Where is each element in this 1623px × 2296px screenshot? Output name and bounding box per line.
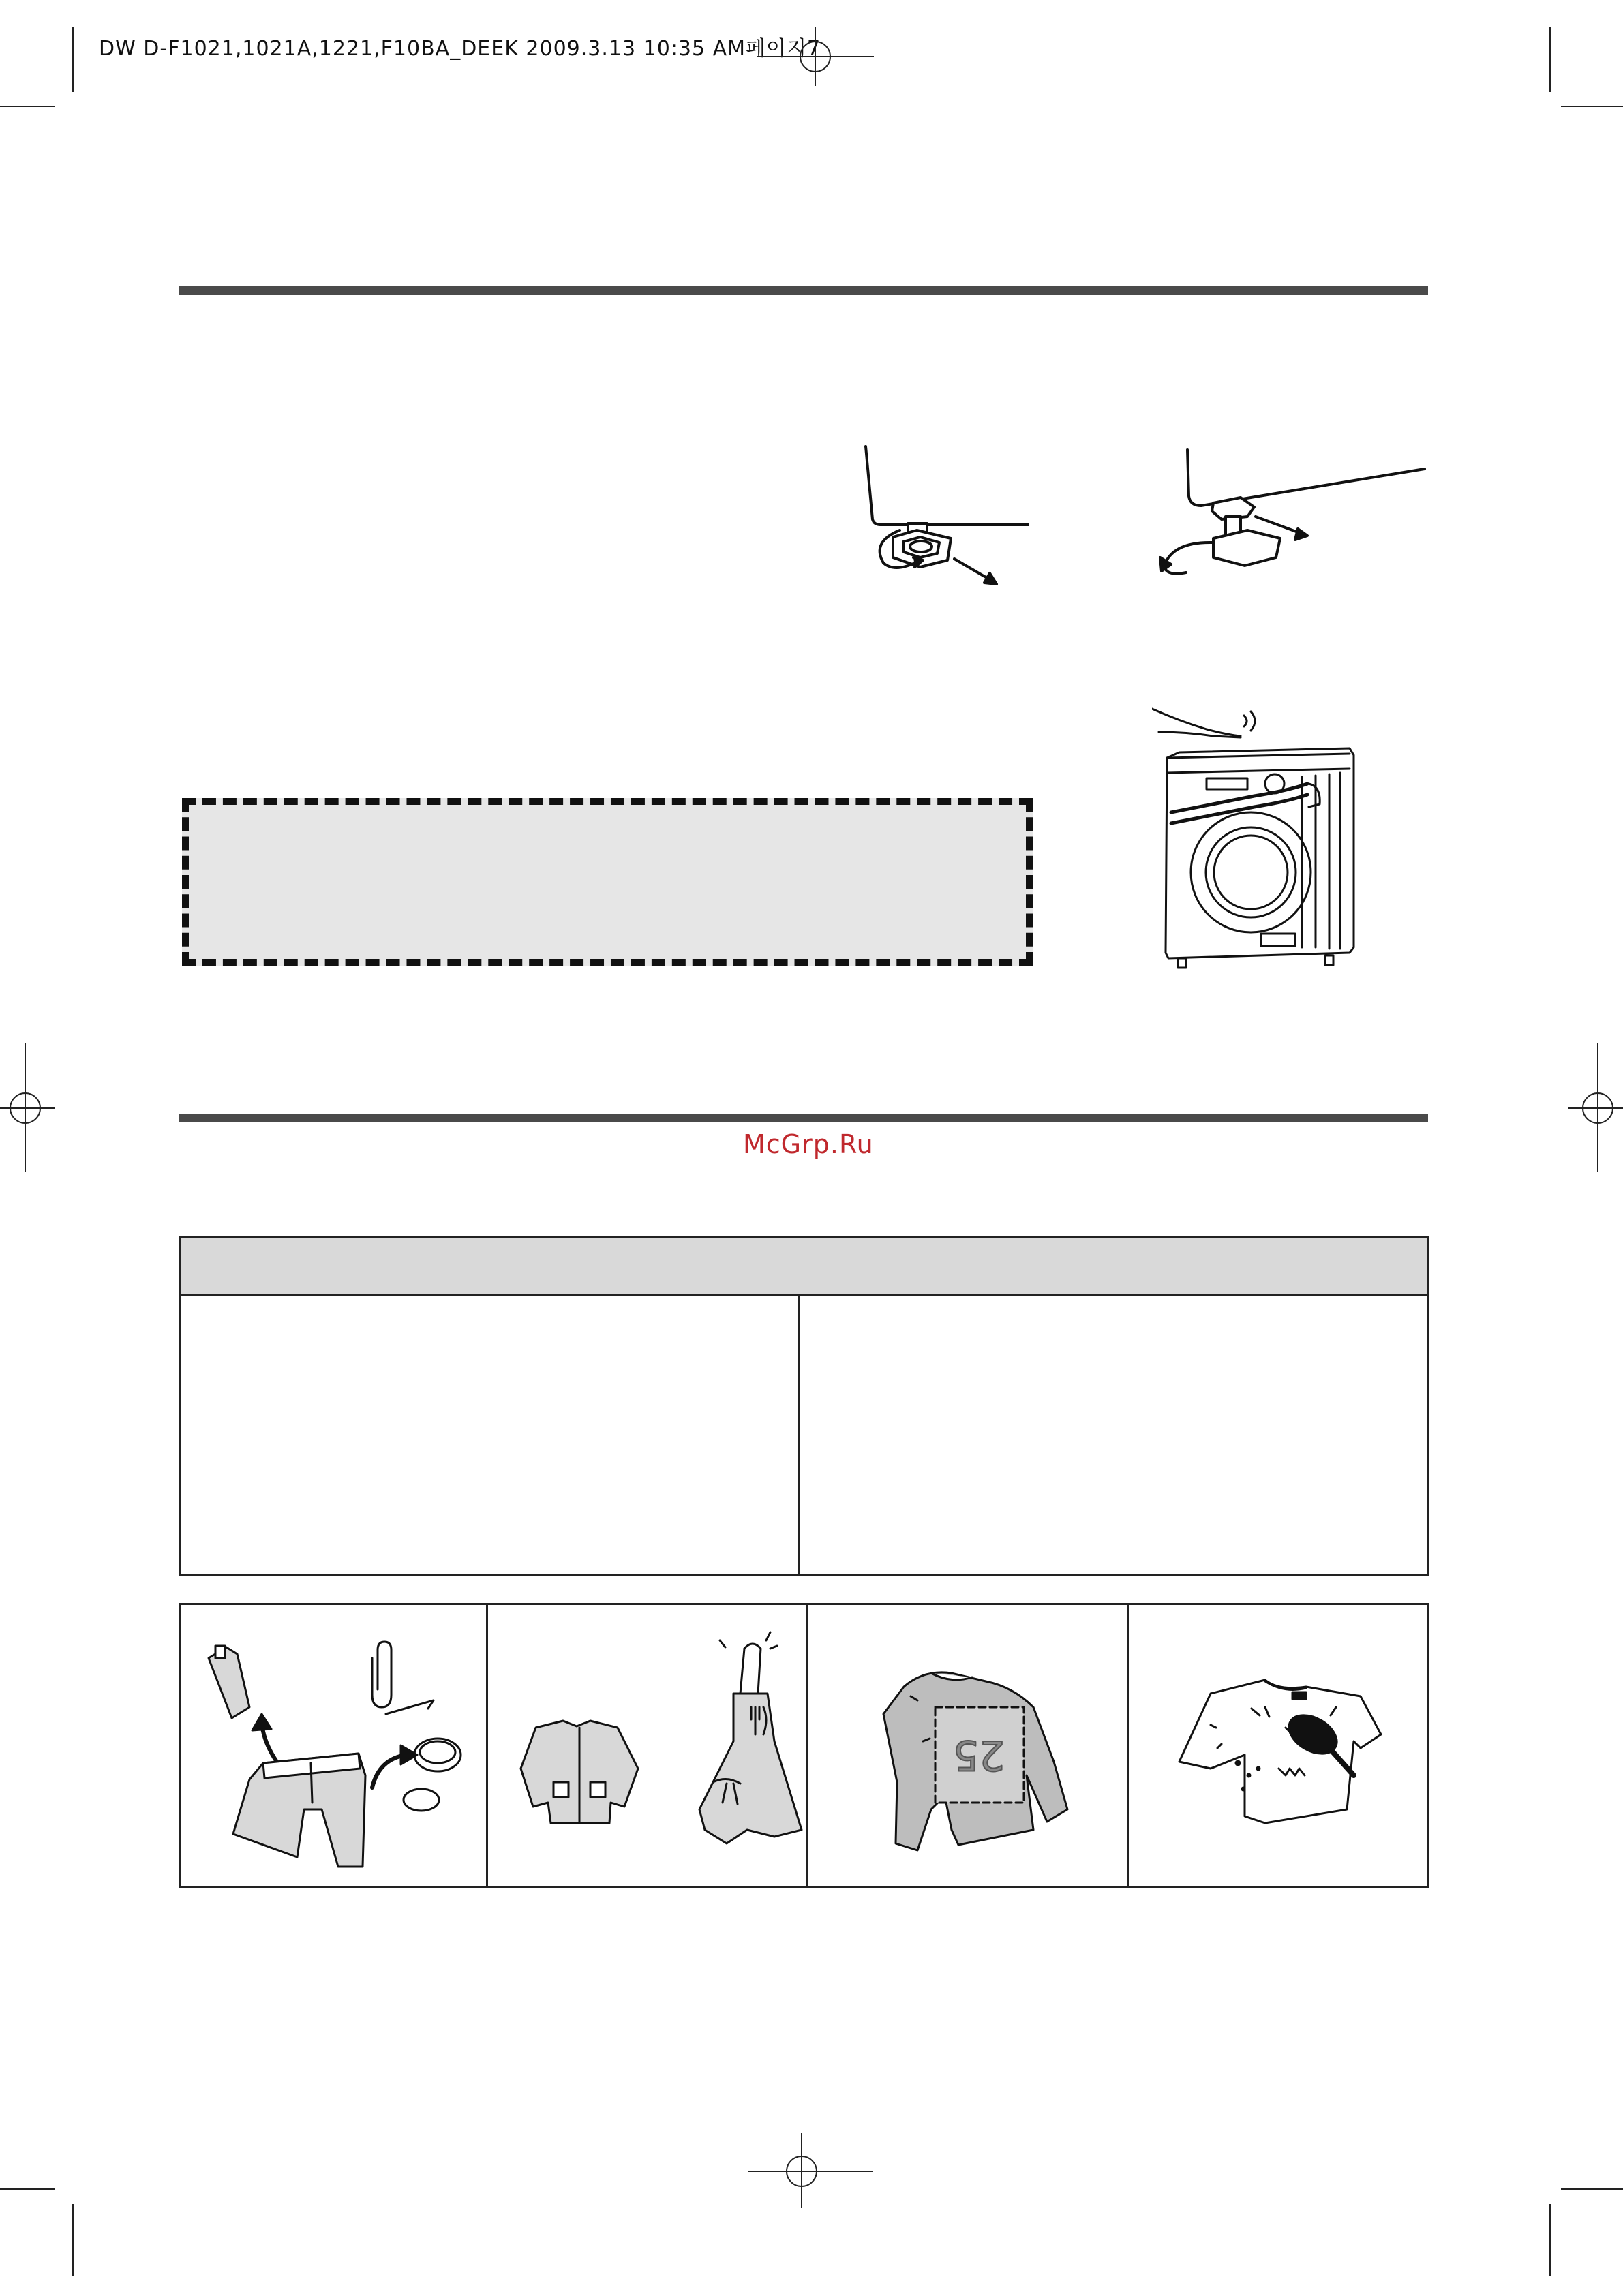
brush-shirt-icon: [1129, 1605, 1429, 1886]
brush-dirt-cell: [1129, 1605, 1429, 1886]
table-header-row: [181, 1238, 1427, 1296]
fasten-zippers-cell: [488, 1605, 808, 1886]
empty-pockets-icon: [181, 1605, 486, 1886]
inside-out-sweater-icon: [808, 1605, 1127, 1886]
svg-text:25: 25: [952, 1731, 1005, 1779]
empty-pockets-cell: [181, 1605, 488, 1886]
table-column-right: [800, 1296, 1427, 1574]
laundry-preparation-table: [179, 1603, 1429, 1888]
print-slug-header: DW D-F1021,1021A,1221,F10BA_DEEK 2009.3.13 10:35 AM페이지7: [99, 37, 821, 61]
section-divider-middle: [179, 1114, 1428, 1122]
fasten-zippers-apron-icon: [488, 1605, 806, 1886]
note-box: [182, 798, 1033, 966]
adjustable-foot-wrench-icon: [852, 443, 1029, 593]
washing-machine-rock-test-icon: [1152, 702, 1370, 975]
inside-out-sweater-cell: [808, 1605, 1129, 1886]
section-divider-top: [179, 286, 1428, 295]
adjustable-foot-turn-icon: [1145, 443, 1431, 593]
watermark-text: McGrp.Ru: [743, 1129, 874, 1159]
laundry-sorting-table: [179, 1236, 1429, 1576]
table-column-left: [181, 1296, 800, 1574]
